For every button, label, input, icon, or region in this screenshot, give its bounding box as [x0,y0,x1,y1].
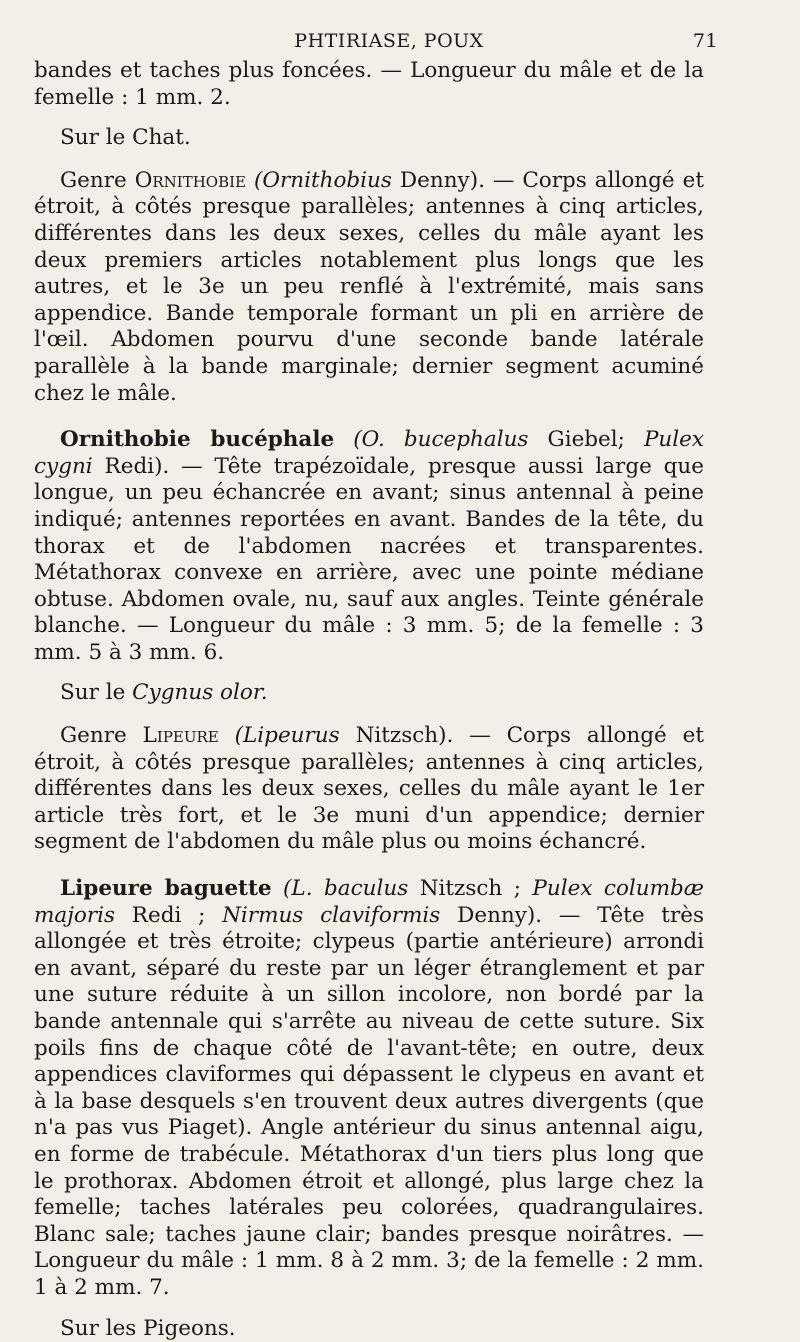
host-line-pigeons: Sur les Pigeons. [60,1315,236,1341]
species-lipeure-paragraph [34,876,704,1302]
genus-ornithobie-paragraph [34,168,704,407]
host-line-chat: Sur le Chat. [60,125,191,151]
paragraph-continuation: bandes et taches plus foncées. — Longueur du mâle et de la femelle : 1 mm. 2. [34,58,704,110]
species-name: Ornithobie bucéphale [60,427,335,453]
running-header [34,30,718,58]
page-number: 71 [692,30,718,52]
species-description: Denny). — Tête très allongée et très étroite; clypeus (partie antérieure) arrondi en avant, séparé du reste par un léger étranglement et par une suture réduite à un sillon incolore, non bordé par la bande antennale qui s'arrête au niveau de cette suture. Six poils fins de chaque côté de l'avant-tête; en outre, deux appendices claviformes qui dépassent le clypeus en avant et à la base desquels s'en trouvent deux autres divergents (que n'a pas vus Piaget). Angle antérieur du sinus antennal aigu, en forme de trabécule. Métathorax d'un tiers plus long que le prothorax. Abdomen étroit et allongé, plus large chez la femelle; taches latérales peu colorées, quadrangulaires. Blanc sale; taches jaune clair; bandes presque noirâtres. — Longueur du mâle : 1 mm. 8 à 2 mm. 3; de la femelle : 2 mm. 1 à 2 mm. 7. [34,902,704,1300]
page-body [34,58,704,1342]
species-synonym-author: Redi ; [131,902,206,928]
genre-word: Genre [60,723,127,749]
genus-latin: (Ornithobius [253,167,392,193]
spacer [34,856,704,876]
species-author: Giebel; [547,427,625,453]
genus-name: Ornithobie [134,167,246,193]
running-title: PHTIRIASE, POUX [294,30,484,52]
genus-latin: (Lipeurus [234,723,340,749]
genus-name: Lipeure [142,723,219,749]
species-synonym: Pulex cygni [34,427,704,479]
spacer [34,407,704,427]
species-synonym-2: Nirmus claviformis [222,902,441,928]
species-latin: (L. baculus [283,876,409,902]
genus-lipeure-paragraph [34,723,704,856]
species-ornithobie-paragraph [34,427,704,666]
genus-description: Denny). — Corps allongé et étroit, à côtés presque parallèles; antennes à cinq articles, différentes dans les deux sexes, celles du mâle ayant les deux premiers articles notablement plus longs que les autres, et le 3e un peu renflé à l'extrémité, mais sans appendice. Bande temporale formant un pli en arrière de l'œil. Abdomen pourvu d'une seconde bande latérale parallèle à la bande marginale; dernier segment acuminé chez le mâle. [34,167,704,406]
species-name: Lipeure baguette [60,876,272,902]
host-name: Cygnus olor. [132,680,268,706]
species-latin: (O. bucephalus [353,427,529,453]
species-synonym: Pulex columbæ majoris [34,876,704,928]
genus-description: Nitzsch). — Corps allongé et étroit, à côtés presque parallèles; antennes à cinq articles, différentes dans les deux sexes, celles du mâle ayant le 1er article très fort, et le 3e muni d'un appendice; dernier segment de l'abdomen du mâle plus ou moins échancré. [34,723,704,855]
host-line-cygnus [60,680,704,707]
genre-word: Genre [60,167,127,193]
host-prefix: Sur le [60,680,126,706]
species-description: Redi). — Tête trapézoïdale, presque aussi large que longue, un peu échancrée en avant; sinus antennal à peine indiqué; antennes reportées en avant. Bandes de la tête, du thorax et de l'abdomen nacrées et transparentes. Métathorax convexe en arrière, avec une pointe médiane obtuse. Abdomen ovale, nu, sauf aux angles. Teinte générale blanche. — Longueur du mâle : 3 mm. 5; de la femelle : 3 mm. 5 à 3 mm. 6. [34,453,704,665]
species-author: Nitzsch ; [419,876,521,902]
